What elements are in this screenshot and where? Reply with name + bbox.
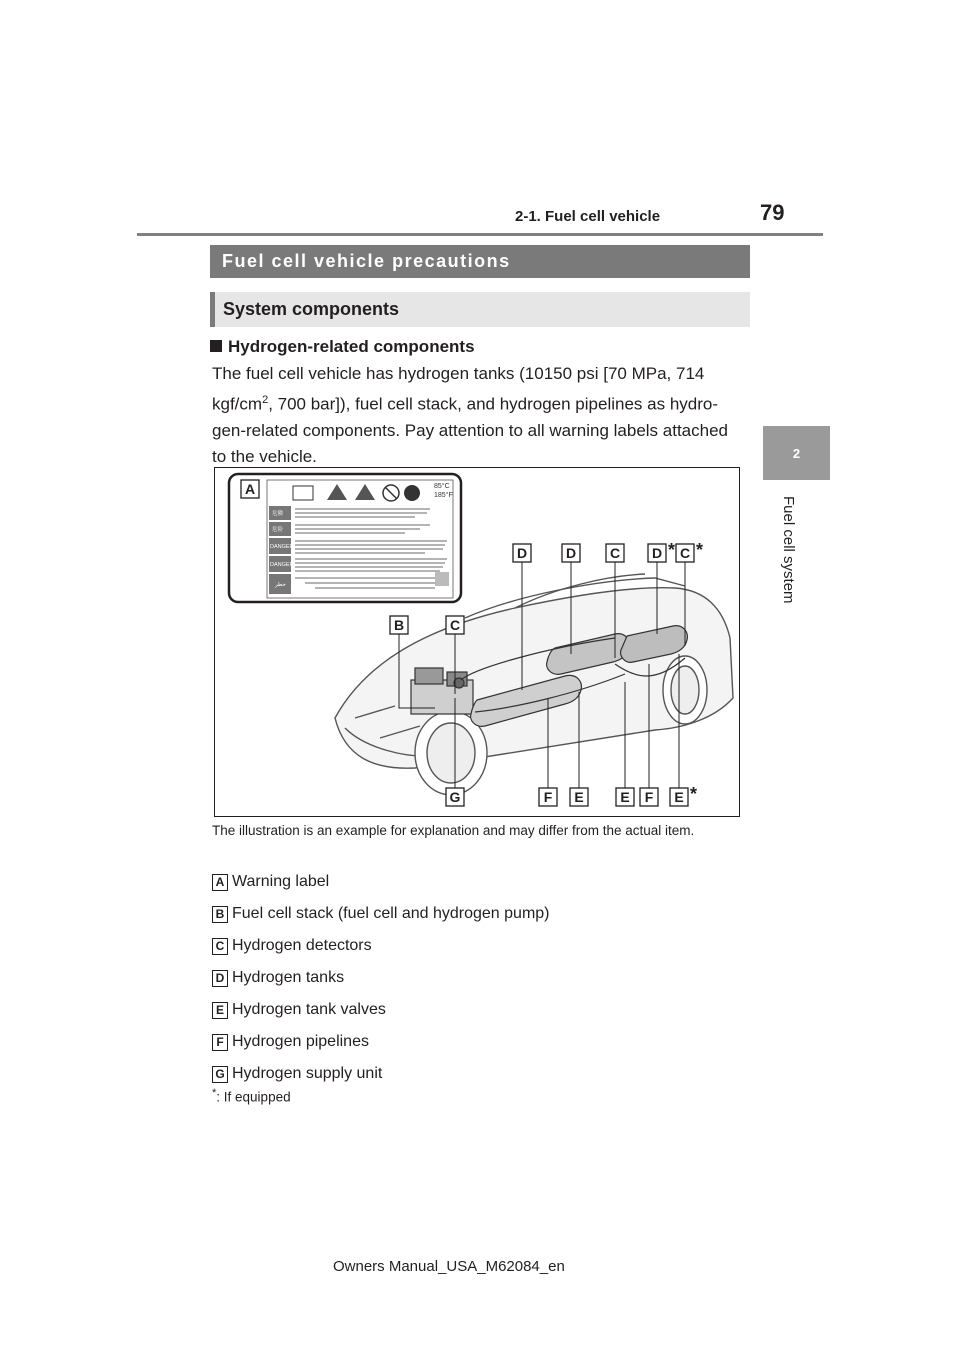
- asterisk-c: *: [696, 540, 704, 560]
- svg-text:F: F: [543, 789, 553, 805]
- label-temp-f: 185°F: [434, 492, 453, 499]
- topic-heading: Hydrogen-related components: [210, 337, 475, 357]
- subsection-band: [210, 292, 750, 327]
- svg-text:C: C: [609, 545, 621, 561]
- svg-text:DANGER: DANGER: [270, 562, 294, 568]
- legend-item: A Warning label: [212, 866, 550, 898]
- asterisk-e: *: [690, 784, 698, 804]
- section-header: 2-1. Fuel cell vehicle: [515, 208, 661, 225]
- legend-item: F Hydrogen pipelines: [212, 1026, 550, 1058]
- subsection-title: System components: [223, 299, 400, 319]
- header-divider: [137, 233, 823, 236]
- chapter-title: Fuel cell system: [780, 496, 797, 604]
- svg-text:DANGER: DANGER: [270, 544, 294, 550]
- square-bullet-icon: [210, 340, 222, 352]
- asterisk-d: *: [668, 540, 676, 560]
- footnote: *: If equipped: [212, 1087, 291, 1105]
- svg-text:B: B: [393, 617, 405, 633]
- warning-label-panel: [229, 474, 461, 602]
- chapter-number: 2: [792, 445, 801, 461]
- svg-text:D: D: [565, 545, 577, 561]
- component-legend: [212, 866, 550, 1090]
- label-temp-c: 85°C: [434, 483, 450, 490]
- page-number: 79: [760, 200, 785, 225]
- legend-item: G Hydrogen supply unit: [212, 1058, 550, 1090]
- svg-text:C: C: [449, 617, 461, 633]
- legend-item: B Fuel cell stack (fuel cell and hydrogen pump): [212, 898, 550, 930]
- section-title-band: [210, 245, 750, 278]
- svg-text:危険: 危険: [272, 511, 284, 517]
- svg-text:E: E: [620, 789, 630, 805]
- section-title: Fuel cell vehicle precautions: [222, 251, 511, 271]
- fuel-cell-stack: [411, 668, 473, 714]
- svg-text:D: D: [516, 545, 528, 561]
- vehicle-illustration: [214, 467, 740, 817]
- svg-text:E: E: [674, 789, 684, 805]
- page-footer: Owners Manual_USA_M62084_en: [333, 1258, 565, 1275]
- svg-text:A: A: [244, 481, 256, 497]
- legend-item: C Hydrogen detectors: [212, 930, 550, 962]
- intro-paragraph: The fuel cell vehicle has hydrogen tanks (10150 psi [70 MPa, 714 kgf/$cm^2$, 700 bar]), fuel cell stack, and hydrogen pipelines as hydro- gen-related components. Pay attention to all warning labels attached to the vehicle.: [212, 364, 728, 466]
- chapter-tab: [763, 426, 830, 480]
- legend-item: E Hydrogen tank valves: [212, 994, 550, 1026]
- svg-text:F: F: [644, 789, 654, 805]
- figure-caption: The illustration is an example for explanation and may differ from the actual item.: [212, 823, 695, 838]
- svg-text:危险: 危险: [272, 527, 284, 533]
- legend-item: D Hydrogen tanks: [212, 962, 550, 994]
- svg-text:خطر: خطر: [275, 582, 286, 588]
- svg-text:C: C: [679, 545, 691, 561]
- chapter-side-label: [757, 496, 837, 626]
- svg-text:E: E: [574, 789, 584, 805]
- svg-text:D: D: [651, 545, 663, 561]
- svg-text:G: G: [449, 789, 461, 805]
